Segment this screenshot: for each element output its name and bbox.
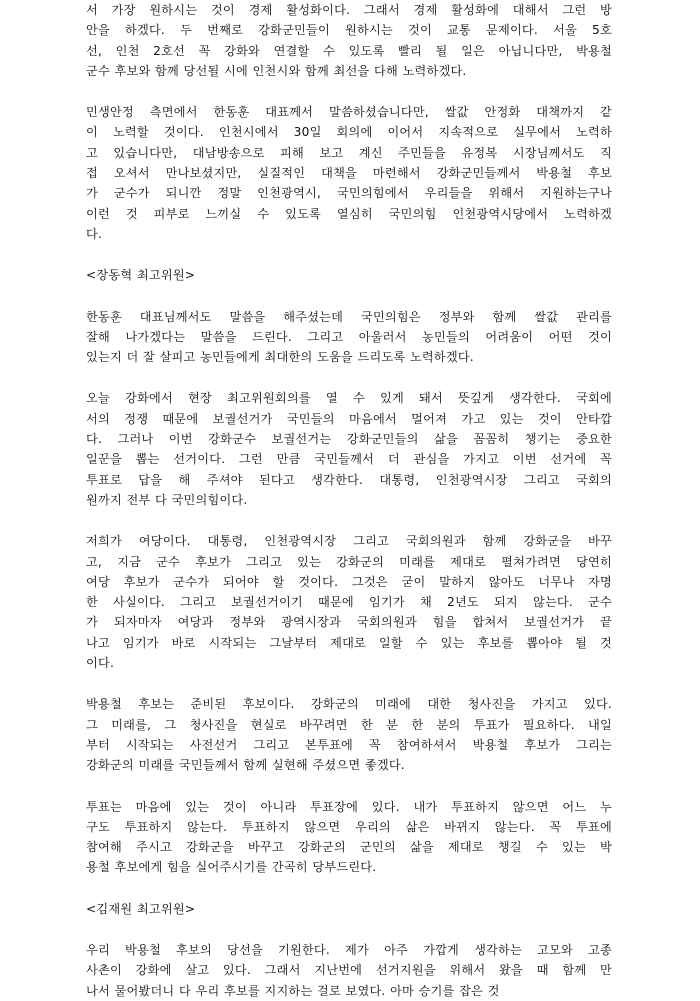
speaker-heading-jang — [86, 265, 612, 285]
text-line: 안을 하겠다. 두 번째로 강화군민들이 원하시는 것이 교통 문제이다. 서울 5호 — [86, 23, 612, 38]
text-line: 선, 인천 2호선 꼭 강화와 연결할 수 있도록 빨리 될 일은 아닙니다만, 박용철 — [86, 43, 612, 58]
text-line: 군수 후보와 함께 당선될 시에 인천시와 함께 최선을 다해 노력하겠다. — [86, 63, 467, 78]
text-line: 참여해 주시고 강화군을 바꾸고 강화군의 군민의 삶을 제대로 챙길 수 있는 박 — [86, 840, 612, 855]
text-line: 구도 투표하지 않는다. 투표하지 않으면 우리의 삶은 바뀌지 않는다. 꼭 투표에 — [86, 819, 612, 834]
text-line: 잘해 나가겠다는 말씀을 드린다. 그리고 아울러서 농민들의 어려움이 어떤 것이 — [86, 329, 612, 344]
text-line: 투표는 마음에 있는 것이 아니라 투표장에 있다. 내가 투표하지 않으면 어느 누 — [86, 799, 612, 814]
text-line: 접 오셔서 만나보셨지만, 실질적인 대책을 마련해서 강화군민들께서 박용철 후보 — [86, 166, 612, 181]
text-line: 원까지 전부 다 국민의힘이다. — [86, 492, 248, 507]
speaker-heading-kim — [86, 899, 612, 919]
text-line: 가 군수가 되니깐 정말 인천광역시, 국민의힘에서 우리들을 위해서 지원하는구나 — [86, 186, 612, 201]
text-line: 이다. — [86, 656, 115, 671]
paragraph-kim-remarks — [86, 940, 612, 1001]
text-line: 가 되자마자 여당과 정부와 광역시장과 국회의원과 힘을 합쳐서 보궐선거가 끝 — [86, 615, 612, 630]
paragraph-by-election — [86, 388, 612, 510]
text-line: 이 노력할 것이다. 인천시에서 30일 회의에 이어서 지속적으로 실무에서 노력하 — [86, 125, 612, 140]
text-line: 다. — [86, 226, 103, 241]
text-line: 박용철 후보는 준비된 후보이다. 강화군의 미래에 대한 청사진을 가지고 있다. — [86, 697, 612, 712]
text-line: 이런 것 피부로 느끼실 수 있도록 열심히 국민의힘 인천광역시당에서 노력하겠 — [86, 206, 612, 221]
speaker-label: <장동혁 최고위원> — [86, 268, 196, 283]
paragraph-economy-transport — [86, 0, 612, 81]
text-line: 서 가장 원하시는 것이 경제 활성화이다. 그래서 경제 활성화에 대해서 그런 방 — [86, 3, 612, 17]
text-line: 투표로 답을 해 주셔야 된다고 생각한다. 대통령, 인천광역시장 그리고 국회의 — [86, 472, 612, 487]
paragraph-rice-price — [86, 307, 612, 368]
text-line: 다. 그러나 이번 강화군수 보궐선거는 강화군민들의 삶을 꼼꼼히 챙기는 중요한 — [86, 432, 612, 447]
text-line: 강화군의 미래를 국민들께서 함께 실현해 주셨으면 좋겠다. — [86, 758, 405, 773]
text-line: 한 사실이다. 그리고 보궐선거이기 때문에 임기가 채 2년도 되지 않는다. 군수 — [86, 595, 612, 610]
document-page — [86, 0, 612, 1001]
text-line: 사촌이 강화에 살고 있다. 그래서 지난번에 선거지원을 위해서 왔을 때 함께 만 — [86, 963, 612, 978]
paragraph-candidate-blueprint — [86, 694, 612, 775]
text-line: 일꾼을 뽑는 선거이다. 그런 만큼 국민들께서 더 관심을 가지고 이번 선거에 꼭 — [86, 452, 612, 467]
text-line: 저희가 여당이다. 대통령, 인천광역시장 그리고 국회의원과 함께 강화군을 바꾸 — [86, 534, 612, 549]
text-line: 있는지 더 잘 살피고 농민들에게 최대한의 도움을 드리도록 노력하겠다. — [86, 350, 474, 365]
paragraph-vote-appeal — [86, 797, 612, 878]
text-line: 나고 임기가 바로 시작되는 그날부터 제대로 일할 수 있는 후보를 뽑아야 될 것 — [86, 635, 612, 650]
paragraph-ruling-party — [86, 531, 612, 673]
text-line: 여당 후보가 군수가 되어야 할 것이다. 그것은 굳이 말하지 않아도 너무나 자명 — [86, 574, 612, 589]
text-line: 서의 정쟁 때문에 보궐선거가 국민들의 마음에서 멀어져 가고 있는 것이 안타깝 — [86, 411, 612, 426]
speaker-label: <김재원 최고위원> — [86, 901, 196, 916]
text-line: 한동훈 대표님께서도 말씀을 해주셨는데 국민의힘은 정부와 함께 쌀값 관리를 — [86, 309, 612, 324]
text-line: 고, 지금 군수 후보가 그리고 있는 강화군의 미래를 제대로 펼쳐가려면 당연히 — [86, 554, 612, 569]
text-line: 오늘 강화에서 현장 최고위원회의를 열 수 있게 돼서 뜻깊게 생각한다. 국회에 — [86, 391, 612, 406]
text-line: 고 있습니다만, 대남방송으로 피해 보고 계신 주민들을 유정복 시장님께서도 직 — [86, 145, 612, 160]
text-line: 그 미래를, 그 청사진을 현실로 바꾸려면 한 분 한 분의 투표가 필요하다. 내일 — [86, 717, 612, 732]
text-line: 나서 물어봤더니 다 우리 후보를 지지하는 걸로 보였다. 아마 승기를 잡은 것 — [86, 983, 500, 998]
text-line: 민생안정 측면에서 한동훈 대표께서 말씀하셨습니다만, 쌀값 안정화 대책까지 같 — [86, 105, 612, 120]
text-line: 우리 박용철 후보의 당선을 기원한다. 제가 아주 가깝게 생각하는 고모와 고종 — [86, 942, 612, 957]
paragraph-livelihood — [86, 102, 612, 244]
text-line: 부터 시작되는 사전선거 그리고 본투표에 꼭 참여하셔서 박용철 후보가 그리는 — [86, 737, 612, 752]
text-line: 용철 후보에게 힘을 실어주시기를 간곡히 당부드린다. — [86, 860, 377, 875]
